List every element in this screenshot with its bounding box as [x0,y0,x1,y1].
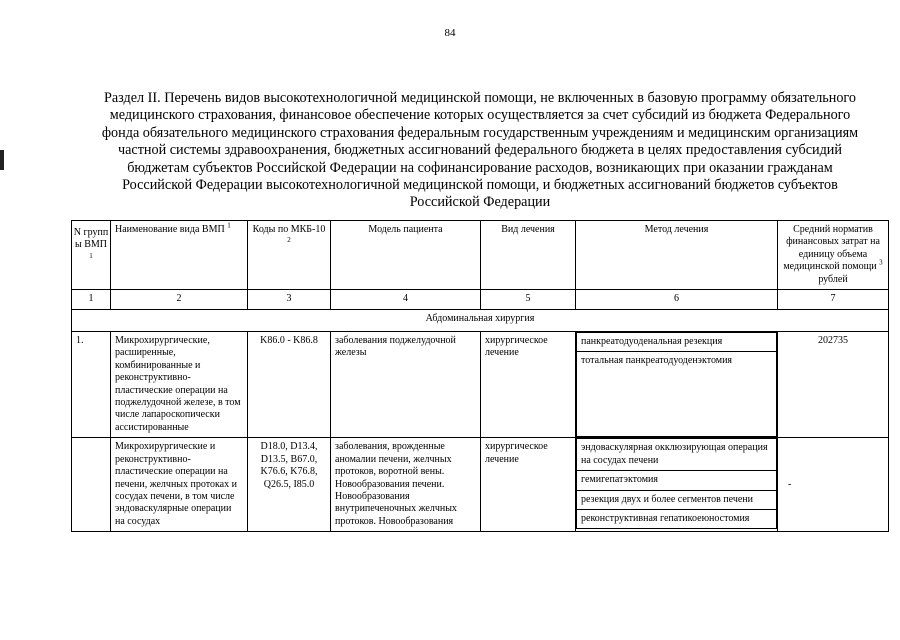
table-row [72,438,889,532]
column-number: 2 [111,290,248,310]
treatment-method-item: реконструктивная гепатикоеюностомия [577,510,777,529]
scan-edge-mark [0,150,4,170]
patient-model-cell: заболевания поджелудочной железы [331,332,481,438]
list-item [577,333,777,352]
section-title: Абдоминальная хирургия [72,310,889,332]
column-number: 7 [778,290,889,310]
header-icd-codes-label: Коды по МКБ-10 [252,224,326,235]
header-cost-standard-label: Средний норматив финансовых затрат на единицу объема медицинской помощи [783,224,880,273]
group-number-cell [72,438,111,532]
header-icd-codes [248,221,331,290]
header-group-number-label: N групп ы ВМП [73,227,109,251]
cost-cell: 202735 [778,332,889,438]
header-treatment-type: Вид лечения [481,221,576,290]
treatment-method-item: панкреатодуоденальная резекция [577,333,777,352]
footnote-mark: 3 [879,258,883,267]
header-vmp-name [111,221,248,290]
treatment-method-item: эндоваскулярная окклюзирующая операция на сосудах печени [577,439,777,471]
header-group-number [72,221,111,290]
section-row [72,310,889,332]
cost-cell: - [778,438,889,532]
column-number: 1 [72,290,111,310]
footnote-mark: 1 [89,251,93,260]
column-number: 4 [331,290,481,310]
heading-line: Российской Федерации высокотехнологичной медицинской помощи, и бюджетных ассигнований бюджетов субъектов [122,177,838,194]
table-row [72,332,889,438]
treatment-method-cell [576,438,778,532]
header-treatment-method: Метод лечения [576,221,778,290]
heading-line: частной системы здравоохранения, бюджетных ассигнований федерального бюджета в целях предоставления субсидий [118,142,842,159]
header-patient-model: Модель пациента [331,221,481,290]
list-item [577,490,777,509]
list-item [577,352,777,437]
heading-line: фонда обязательного медицинского страхования федеральным государственным учреждениям и медицинским организациям [101,124,859,141]
column-number: 3 [248,290,331,310]
list-item [577,471,777,490]
treatment-method-item: резекция двух и более сегментов печени [577,490,777,509]
icd-codes-cell: D18.0, D13.4, D13.5, B67.0, K76.6, K76.8, Q26.5, I85.0 [248,438,331,532]
list-item [577,439,777,471]
patient-model-cell: заболевания, врожденные аномалии печени, желчных протоков, воротной вены. Новообразования печени. Новообразования внутрипеченочных желчных протоков. Новообразования [331,438,481,532]
heading-line: медицинского страхования, финансовое обеспечение которых осуществляется за счет субсидий из бюджета Федерального [109,107,851,124]
footnote-mark: 1 [227,221,231,230]
treatment-method-cell [576,332,778,438]
vmp-table [71,220,889,532]
footnote-mark: 2 [287,236,291,245]
heading-line: Раздел II. Перечень видов высокотехнологичной медицинской помощи, не включенных в базовую программу обязательного [103,90,856,106]
header-cost-currency: рублей [818,273,848,285]
heading-line: Российской Федерации [409,194,551,211]
method-list [576,438,777,529]
group-number-cell: 1. [72,332,111,438]
header-vmp-name-label: Наименование вида ВМП [115,224,225,235]
method-list [576,332,777,437]
treatment-type-cell: хирургическое лечение [481,332,576,438]
list-item [577,510,777,529]
treatment-method-item: гемигепатэктомия [577,471,777,490]
header-cost-standard [778,221,889,290]
table-header-row [72,221,889,290]
column-number: 6 [576,290,778,310]
page-number: 84 [444,27,456,39]
icd-codes-cell: K86.0 - K86.8 [248,332,331,438]
vmp-name-cell: Микрохирургические, расширенные, комбинированные и реконструктивно-пластические операции на поджелудочной железе, в том числе лапароскопически ассистированные [111,332,248,438]
section-heading [70,90,890,212]
heading-line: бюджетам субъектов Российской Федерации на софинансирование расходов, возникающих при оказании гражданам [127,159,833,176]
treatment-type-cell: хирургическое лечение [481,438,576,532]
vmp-name-cell: Микрохирургические и реконструктивно-пластические операции на печени, желчных протоках и сосудах печени, в том числе эндоваскулярные операции на сосудах [111,438,248,532]
column-number-row [72,290,889,310]
column-number: 5 [481,290,576,310]
treatment-method-item: тотальная панкреатодуоденэктомия [577,352,777,437]
